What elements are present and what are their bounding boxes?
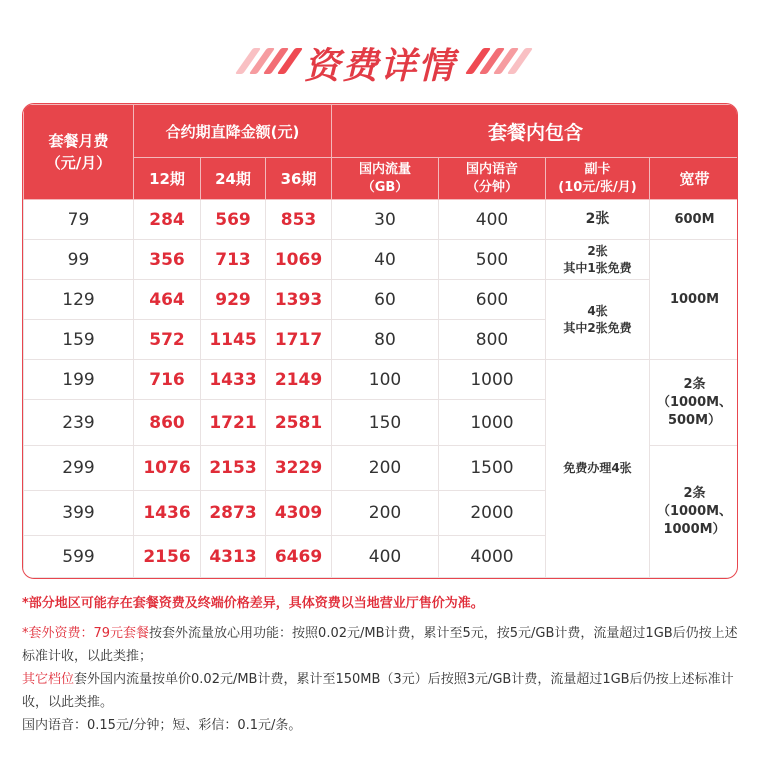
discount-24-cell: 929 <box>201 280 266 320</box>
fee-cell: 399 <box>24 491 134 536</box>
extra-fee-text: 按套外流量放心用功能：按照0.02元/MB计费，累计至5元，按5元/GB计费，流量超过1GB后仍按上述标准计收，以此类推； <box>22 626 738 664</box>
page-title: 资费详情 <box>303 46 456 87</box>
data-cell: 40 <box>332 240 439 280</box>
fee-cell: 79 <box>24 200 134 240</box>
voice-cell: 1500 <box>439 446 546 491</box>
fee-cell: 129 <box>24 280 134 320</box>
other-tier-prefix: 其它档位 <box>22 672 75 687</box>
broadband-cell: 600M <box>650 200 739 240</box>
discount-12-cell: 860 <box>134 400 201 446</box>
discount-24-cell: 1721 <box>201 400 266 446</box>
discount-36-cell: 853 <box>266 200 332 240</box>
discount-12-cell: 572 <box>134 320 201 360</box>
discount-36-cell: 1717 <box>266 320 332 360</box>
discount-36-cell: 6469 <box>266 536 332 578</box>
title-stripes-right <box>470 48 530 74</box>
other-tier-text: 套外国内流量按单价0.02元/MB计费，累计至150MB（3元）后按照3元/GB计费，流量超过1GB后仍按上述标准计收，以此类推。 <box>22 672 734 710</box>
table-row <box>24 360 739 400</box>
voice-cell: 800 <box>439 320 546 360</box>
voice-cell: 500 <box>439 240 546 280</box>
data-cell: 200 <box>332 491 439 536</box>
voice-cell: 400 <box>439 200 546 240</box>
discount-12-cell: 284 <box>134 200 201 240</box>
data-cell: 80 <box>332 320 439 360</box>
broadband-cell: 2条 （1000M、 1000M） <box>650 446 739 578</box>
sub-card-cell: 2张 <box>546 200 650 240</box>
discount-36-cell: 3229 <box>266 446 332 491</box>
fee-cell: 299 <box>24 446 134 491</box>
discount-36-cell: 4309 <box>266 491 332 536</box>
tariff-table <box>22 103 738 579</box>
extra-fee-note <box>22 622 738 668</box>
fee-cell: 239 <box>24 400 134 446</box>
discount-36-cell: 2581 <box>266 400 332 446</box>
extra-fee-prefix: *套外资费：79元套餐 <box>22 626 150 641</box>
discount-12-cell: 356 <box>134 240 201 280</box>
discount-36-cell: 1393 <box>266 280 332 320</box>
data-cell: 30 <box>332 200 439 240</box>
discount-12-cell: 1436 <box>134 491 201 536</box>
header-12: 12期 <box>134 158 201 200</box>
data-cell: 200 <box>332 446 439 491</box>
fee-cell: 99 <box>24 240 134 280</box>
voice-cell: 4000 <box>439 536 546 578</box>
discount-24-cell: 1145 <box>201 320 266 360</box>
discount-24-cell: 713 <box>201 240 266 280</box>
header-sub-card: 副卡 (10元/张/月) <box>546 158 650 200</box>
data-cell: 60 <box>332 280 439 320</box>
disclaimer-note: *部分地区可能存在套餐资费及终端价格差异，具体资费以当地营业厅售价为准。 <box>22 596 484 611</box>
data-cell: 100 <box>332 360 439 400</box>
voice-sms-note: 国内语音：0.15元/分钟；短、彩信：0.1元/条。 <box>22 718 302 733</box>
header-monthly-fee: 套餐月费 （元/月） <box>24 105 134 200</box>
data-cell: 150 <box>332 400 439 446</box>
discount-12-cell: 464 <box>134 280 201 320</box>
table-row <box>24 240 739 280</box>
header-24: 24期 <box>201 158 266 200</box>
discount-24-cell: 4313 <box>201 536 266 578</box>
sub-card-cell: 4张 其中2张免费 <box>546 280 650 360</box>
data-cell: 400 <box>332 536 439 578</box>
voice-cell: 600 <box>439 280 546 320</box>
sub-card-cell: 2张 其中1张免费 <box>546 240 650 280</box>
sub-card-cell: 免费办理4张 <box>546 360 650 578</box>
discount-24-cell: 2873 <box>201 491 266 536</box>
discount-12-cell: 2156 <box>134 536 201 578</box>
header-voice: 国内语音 （分钟） <box>439 158 546 200</box>
discount-24-cell: 569 <box>201 200 266 240</box>
fee-cell: 159 <box>24 320 134 360</box>
voice-cell: 1000 <box>439 400 546 446</box>
broadband-cell: 1000M <box>650 240 739 360</box>
header-broadband: 宽带 <box>650 158 739 200</box>
discount-36-cell: 2149 <box>266 360 332 400</box>
voice-cell: 2000 <box>439 491 546 536</box>
fee-cell: 199 <box>24 360 134 400</box>
header-discount: 合约期直降金额(元) <box>134 105 332 158</box>
header-package: 套餐内包含 <box>332 105 739 158</box>
discount-12-cell: 716 <box>134 360 201 400</box>
notes-section <box>22 592 738 737</box>
fee-cell: 599 <box>24 536 134 578</box>
voice-cell: 1000 <box>439 360 546 400</box>
broadband-cell: 2条 （1000M、 500M） <box>650 360 739 446</box>
discount-12-cell: 1076 <box>134 446 201 491</box>
header-36: 36期 <box>266 158 332 200</box>
title-area <box>0 0 760 100</box>
table-row <box>24 200 739 240</box>
header-data: 国内流量 （GB） <box>332 158 439 200</box>
discount-24-cell: 1433 <box>201 360 266 400</box>
other-tier-note <box>22 668 738 714</box>
discount-36-cell: 1069 <box>266 240 332 280</box>
discount-24-cell: 2153 <box>201 446 266 491</box>
table-row <box>24 280 739 320</box>
